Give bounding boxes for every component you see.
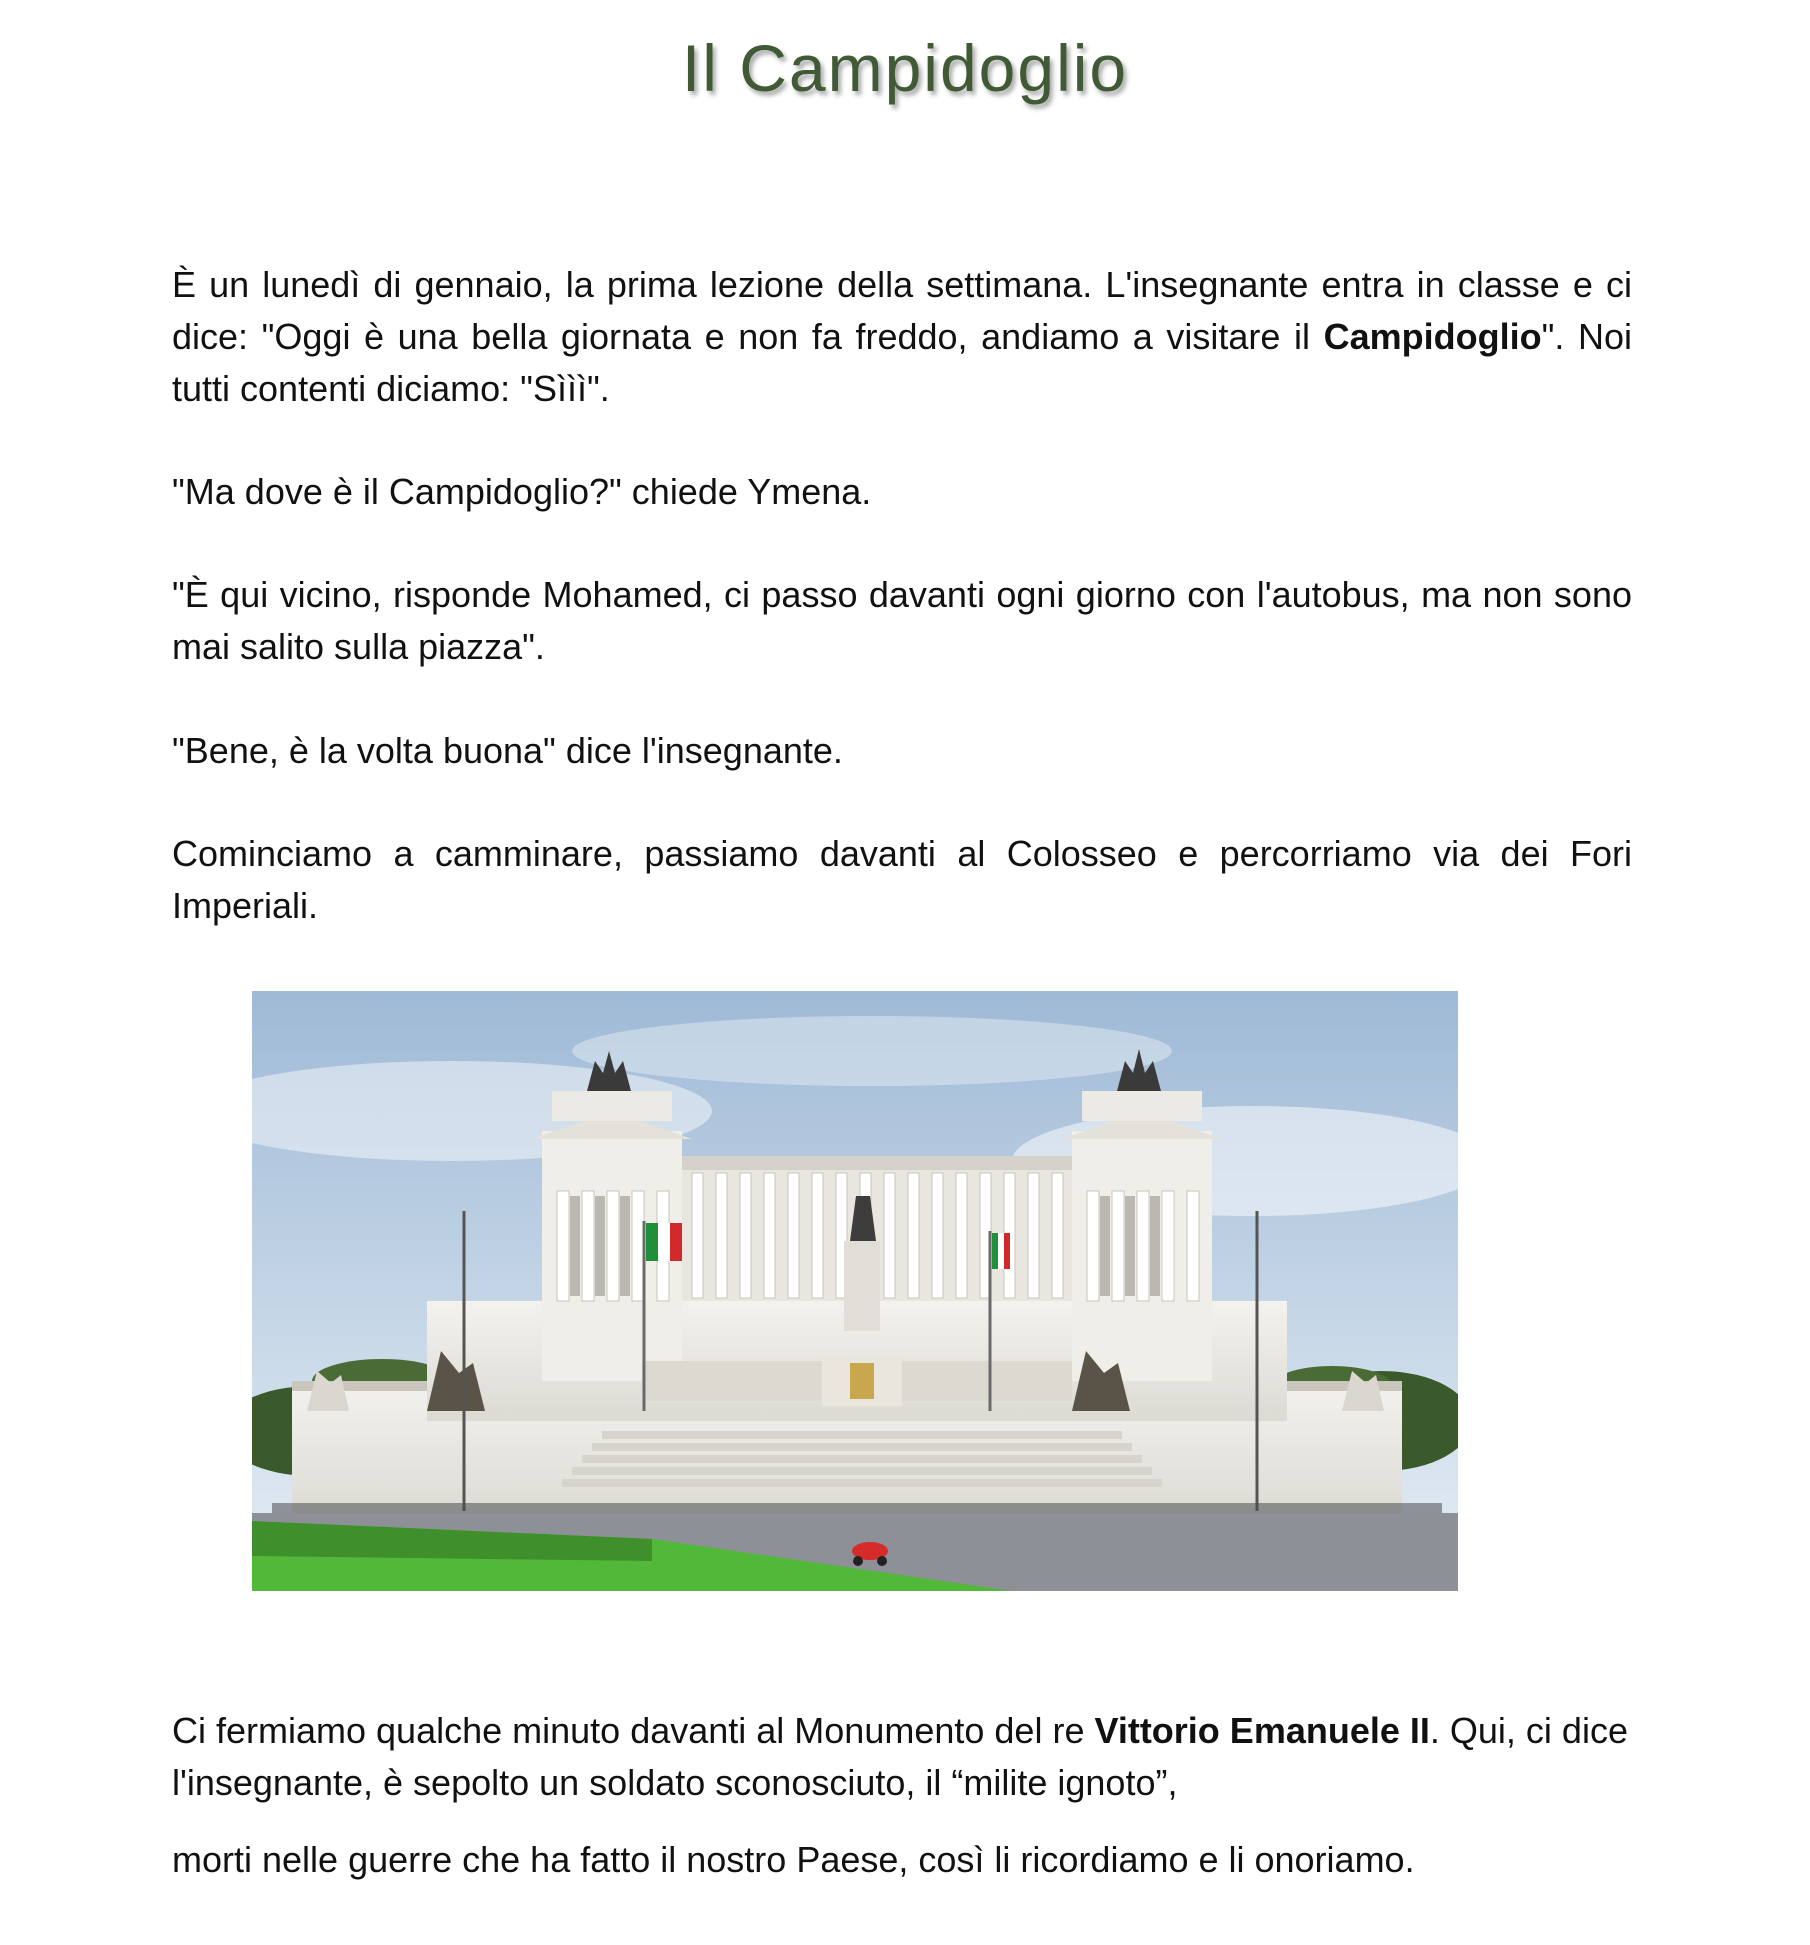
paragraph-intro-text-a: È un lunedì di gennaio, la prima lezione della settimana. L'insegnante entra in classe e ci dice: "Oggi è una bella giornata e non fa freddo, andiamo a visitare il xyxy=(172,264,1632,357)
page-title: Il Campidoglio xyxy=(681,31,1129,105)
vittorio-emanuele-bold: Vittorio Emanuele II xyxy=(1094,1710,1430,1751)
paragraph-closing: morti nelle guerre che ha fatto il nostro Paese, così li ricordiamo e li onoriamo. xyxy=(172,1839,1415,1880)
paragraph-monument-text-a: Ci fermiamo qualche minuto davanti al Monumento del re xyxy=(172,1710,1095,1751)
paragraph-intro xyxy=(172,259,1632,415)
paragraph-teacher: "Bene, è la volta buona" dice l'insegnante. xyxy=(172,730,843,771)
paragraph-question: "Ma dove è il Campidoglio?" chiede Ymena. xyxy=(172,471,872,512)
campidoglio-bold: Campidoglio xyxy=(1323,316,1542,357)
paragraph-monument xyxy=(172,1705,1632,1809)
paragraph-intro-text-b: ". Noi tutti contenti diciamo: "Sììì". xyxy=(172,316,1632,409)
paragraph-monument-text-b: . Qui, ci dice l'insegnante, è sepolto un soldato sconosciuto, il “milite ignoto”, xyxy=(172,1710,1628,1803)
paragraph-mohamed: "È qui vicino, risponde Mohamed, ci passo davanti ogni giorno con l'autobus, ma non sono mai salito sulla piazza". xyxy=(172,574,1632,667)
paragraph-walk: Cominciamo a camminare, passiamo davanti al Colosseo e percorriamo via dei Fori Imperiali. xyxy=(172,833,1632,926)
vittoriano-photo xyxy=(252,991,1458,1591)
